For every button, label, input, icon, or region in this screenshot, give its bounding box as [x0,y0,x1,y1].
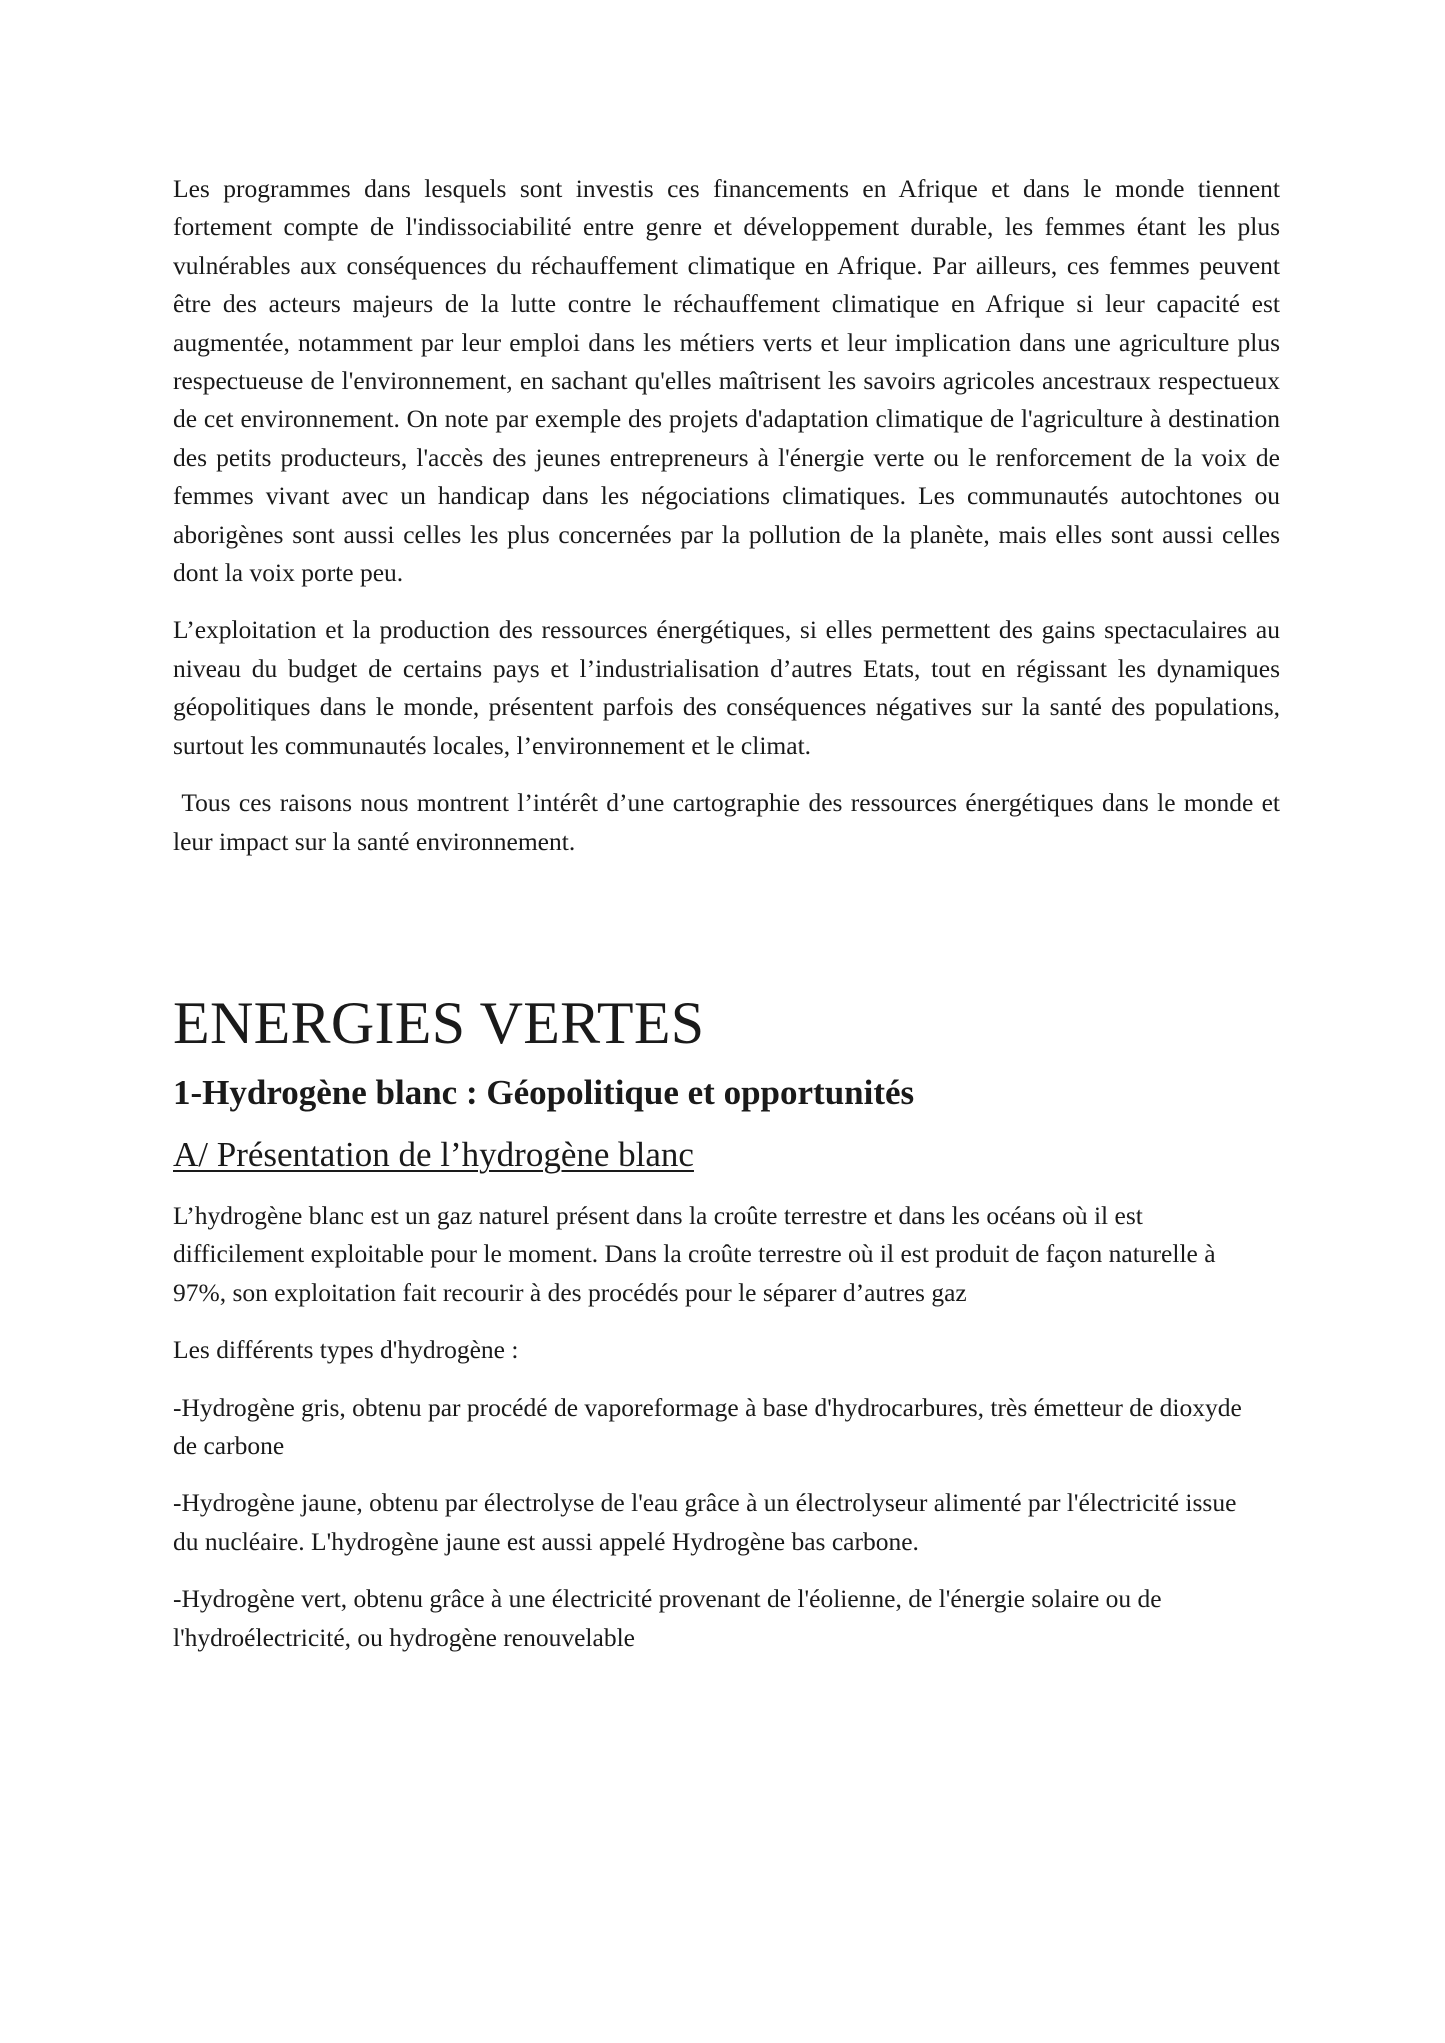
subsubsection-title: A/ Présentation de l’hydrogène blanc [173,1134,694,1174]
hydrogen-blanc-paragraph: L’hydrogène blanc est un gaz naturel présent dans la croûte terrestre et dans les océans où il est difficilement exploitable pour le moment. Dans la croûte terrestre où il est produit de façon naturelle à 97%, son exploitation fait recourir à des procédés pour le séparer d’autres gaz [173,1200,1216,1307]
document-page [173,170,1287,1676]
intro-paragraph-conclusion: Tous ces raisons nous montrent l’intérêt d’une cartographie des ressources énergétiques dans le monde et leur impact sur la santé environnement. [173,788,1287,856]
subsection-title: 1-Hydrogène blanc : Géopolitique et opportunités [173,1072,915,1112]
hydrogen-types-heading: Les différents types d'hydrogène : [173,1335,519,1365]
intro-paragraph-exploitation: L’exploitation et la production des ressources énergétiques, si elles permettent des gains spectaculaires au niveau du budget de certains pays et l’industrialisation d’autres Etats, tout en régissant les dynamiques géopolitiques dans le monde, présentent parfois des conséquences négatives sur la santé des populations, surtout les communautés locales, l’environnement et le climat. [173,615,1280,760]
section-title: ENERGIES VERTES [173,989,705,1056]
hydrogen-gris-item: -Hydrogène gris, obtenu par procédé de vaporeformage à base d'hydrocarbures, très émetteur de dioxyde de carbone [173,1392,1242,1460]
intro-paragraph-programmes: Les programmes dans lesquels sont investis ces financements en Afrique et dans le monde tiennent fortement compte de l'indissociabilité entre genre et développement durable, les femmes étant les plus vulnérables aux conséquences du réchauffement climatique en Afrique. Par ailleurs, ces femmes peuvent être des acteurs majeurs de la lutte contre le réchauffement climatique en Afrique si leur capacité est augmentée, notamment par leur emploi dans les métiers verts et leur implication dans une agriculture plus respectueuse de l'environnement, en sachant qu'elles maîtrisent les savoirs agricoles ancestraux respectueux de cet environnement. On note par exemple des projets d'adaptation climatique de l'agriculture à destination des petits producteurs, l'accès des jeunes entrepreneurs à l'énergie verte ou le renforcement de la voix de femmes vivant avec un handicap dans les négociations climatiques. Les communautés autochtones ou aborigènes sont aussi celles les plus concernées par la pollution de la planète, mais elles sont aussi celles dont la voix porte peu. [173,174,1280,588]
hydrogen-jaune-item: -Hydrogène jaune, obtenu par électrolyse de l'eau grâce à un électrolyseur alimenté par l'électricité issue du nucléaire. L'hydrogène jaune est aussi appelé Hydrogène bas carbone. [173,1488,1237,1556]
hydrogen-vert-item: -Hydrogène vert, obtenu grâce à une électricité provenant de l'éolienne, de l'énergie solaire ou de l'hydroélectricité, ou hydrogène renouvelable [173,1584,1162,1652]
